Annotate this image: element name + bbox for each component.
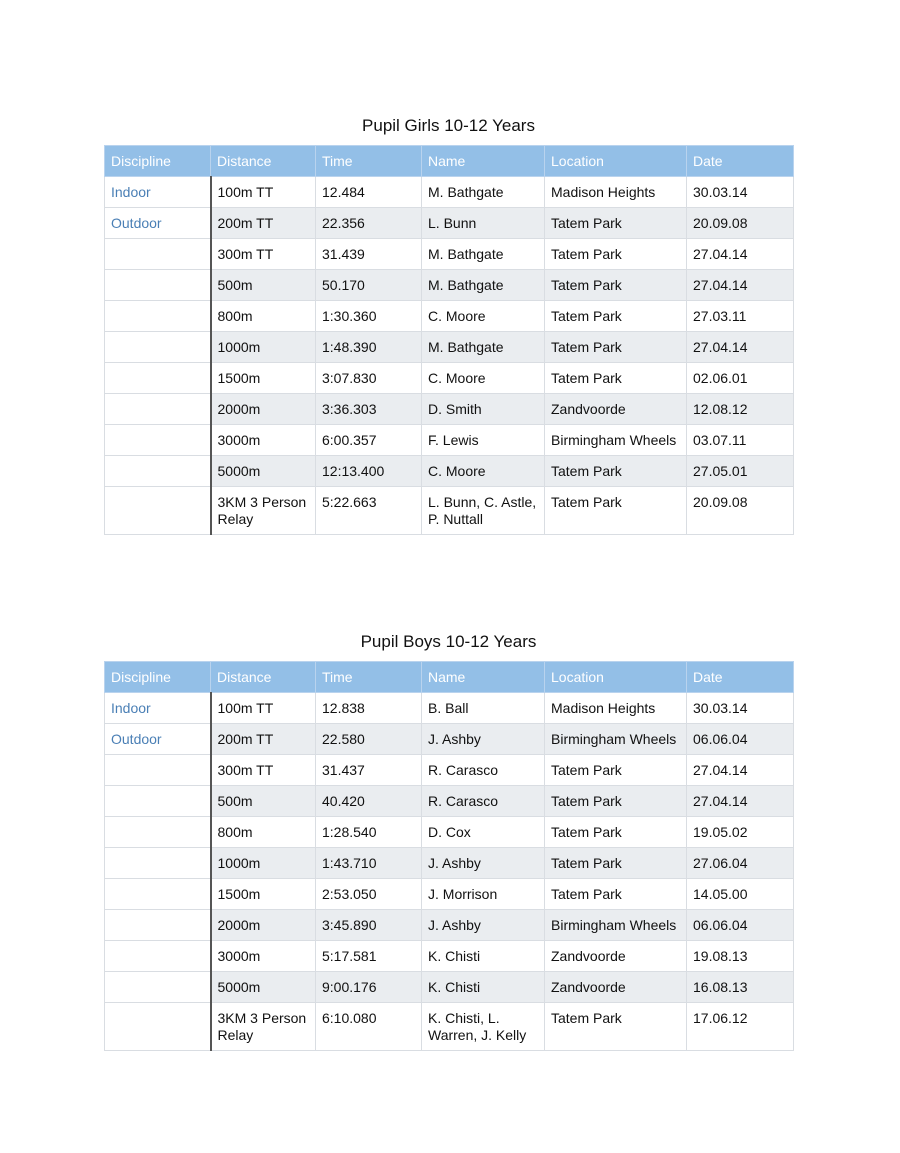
table-row: [105, 972, 794, 1003]
table-row: [105, 270, 794, 301]
table-row: [105, 941, 794, 972]
cell-discipline: [105, 239, 211, 270]
cell-time: 22.356: [316, 208, 422, 239]
cell-date: 20.09.08: [687, 208, 794, 239]
cell-time: 40.420: [316, 786, 422, 817]
cell-discipline: Outdoor: [105, 208, 211, 239]
cell-location: Tatem Park: [545, 879, 687, 910]
table-row: [105, 848, 794, 879]
cell-date: 06.06.04: [687, 724, 794, 755]
cell-date: 27.04.14: [687, 270, 794, 301]
cell-time: 1:48.390: [316, 332, 422, 363]
cell-location: Zandvoorde: [545, 972, 687, 1003]
cell-discipline: Indoor: [105, 177, 211, 208]
table-row: [105, 425, 794, 456]
cell-date: 17.06.12: [687, 1003, 794, 1051]
cell-discipline: [105, 848, 211, 879]
cell-discipline: Indoor: [105, 693, 211, 724]
cell-name: K. Chisti, L. Warren, J. Kelly: [422, 1003, 545, 1051]
header-location: Location: [545, 146, 687, 177]
cell-location: Tatem Park: [545, 487, 687, 535]
cell-name: F. Lewis: [422, 425, 545, 456]
cell-date: 27.04.14: [687, 239, 794, 270]
table-row: [105, 487, 794, 535]
cell-time: 31.437: [316, 755, 422, 786]
cell-name: B. Ball: [422, 693, 545, 724]
cell-name: C. Moore: [422, 363, 545, 394]
table-title: Pupil Girls 10-12 Years: [362, 116, 535, 135]
cell-location: Zandvoorde: [545, 941, 687, 972]
cell-time: 3:36.303: [316, 394, 422, 425]
table-row: [105, 456, 794, 487]
cell-time: 6:00.357: [316, 425, 422, 456]
cell-location: Tatem Park: [545, 848, 687, 879]
cell-time: 12.838: [316, 693, 422, 724]
cell-location: Madison Heights: [545, 693, 687, 724]
cell-distance: 100m TT: [211, 693, 316, 724]
cell-name: L. Bunn: [422, 208, 545, 239]
cell-location: Birmingham Wheels: [545, 910, 687, 941]
cell-distance: 800m: [211, 817, 316, 848]
cell-name: R. Carasco: [422, 786, 545, 817]
cell-distance: 2000m: [211, 394, 316, 425]
cell-date: 27.05.01: [687, 456, 794, 487]
cell-distance: 100m TT: [211, 177, 316, 208]
cell-time: 6:10.080: [316, 1003, 422, 1051]
cell-distance: 1500m: [211, 879, 316, 910]
cell-name: D. Smith: [422, 394, 545, 425]
header-row: [105, 662, 794, 693]
cell-date: 27.03.11: [687, 301, 794, 332]
cell-distance: 500m: [211, 270, 316, 301]
cell-distance: 1000m: [211, 332, 316, 363]
cell-date: 02.06.01: [687, 363, 794, 394]
cell-name: M. Bathgate: [422, 270, 545, 301]
table-row: [105, 394, 794, 425]
table-row: [105, 301, 794, 332]
cell-time: 31.439: [316, 239, 422, 270]
cell-distance: 1000m: [211, 848, 316, 879]
cell-discipline: [105, 879, 211, 910]
header-location: Location: [545, 662, 687, 693]
cell-date: 30.03.14: [687, 177, 794, 208]
header-distance: Distance: [211, 662, 316, 693]
cell-date: 27.04.14: [687, 332, 794, 363]
cell-location: Tatem Park: [545, 301, 687, 332]
cell-date: 30.03.14: [687, 693, 794, 724]
cell-date: 19.08.13: [687, 941, 794, 972]
cell-date: 16.08.13: [687, 972, 794, 1003]
cell-discipline: [105, 394, 211, 425]
cell-distance: 3000m: [211, 425, 316, 456]
cell-name: C. Moore: [422, 301, 545, 332]
header-date: Date: [687, 662, 794, 693]
cell-distance: 2000m: [211, 910, 316, 941]
cell-name: M. Bathgate: [422, 239, 545, 270]
table-row: [105, 879, 794, 910]
cell-discipline: [105, 817, 211, 848]
cell-time: 12.484: [316, 177, 422, 208]
table-row: [105, 724, 794, 755]
cell-distance: 5000m: [211, 972, 316, 1003]
cell-discipline: [105, 301, 211, 332]
cell-date: 27.04.14: [687, 786, 794, 817]
header-discipline: Discipline: [105, 662, 211, 693]
header-date: Date: [687, 146, 794, 177]
cell-name: M. Bathgate: [422, 332, 545, 363]
cell-name: J. Ashby: [422, 910, 545, 941]
cell-name: K. Chisti: [422, 941, 545, 972]
header-row: [105, 146, 794, 177]
cell-time: 12:13.400: [316, 456, 422, 487]
cell-distance: 3000m: [211, 941, 316, 972]
cell-discipline: [105, 332, 211, 363]
table-row: [105, 1003, 794, 1051]
cell-discipline: [105, 487, 211, 535]
cell-discipline: [105, 425, 211, 456]
cell-time: 5:22.663: [316, 487, 422, 535]
cell-location: Tatem Park: [545, 208, 687, 239]
cell-name: J. Ashby: [422, 724, 545, 755]
cell-location: Tatem Park: [545, 456, 687, 487]
cell-discipline: [105, 1003, 211, 1051]
cell-location: Birmingham Wheels: [545, 425, 687, 456]
table-row: [105, 755, 794, 786]
cell-date: 12.08.12: [687, 394, 794, 425]
cell-time: 1:43.710: [316, 848, 422, 879]
cell-distance: 200m TT: [211, 724, 316, 755]
cell-location: Tatem Park: [545, 332, 687, 363]
cell-time: 9:00.176: [316, 972, 422, 1003]
cell-date: 03.07.11: [687, 425, 794, 456]
cell-time: 22.580: [316, 724, 422, 755]
cell-location: Tatem Park: [545, 1003, 687, 1051]
cell-location: Tatem Park: [545, 817, 687, 848]
cell-discipline: [105, 786, 211, 817]
cell-location: Zandvoorde: [545, 394, 687, 425]
cell-distance: 500m: [211, 786, 316, 817]
cell-date: 14.05.00: [687, 879, 794, 910]
cell-distance: 300m TT: [211, 239, 316, 270]
cell-location: Madison Heights: [545, 177, 687, 208]
cell-location: Tatem Park: [545, 363, 687, 394]
records-table-girls: [104, 145, 794, 535]
cell-time: 5:17.581: [316, 941, 422, 972]
cell-name: J. Morrison: [422, 879, 545, 910]
table-row: [105, 817, 794, 848]
cell-time: 1:30.360: [316, 301, 422, 332]
cell-distance: 3KM 3 Person Relay: [211, 1003, 316, 1051]
girls-records-section: [104, 112, 793, 535]
cell-name: M. Bathgate: [422, 177, 545, 208]
cell-distance: 1500m: [211, 363, 316, 394]
cell-distance: 800m: [211, 301, 316, 332]
header-time: Time: [316, 662, 422, 693]
header-name: Name: [422, 662, 545, 693]
cell-discipline: Outdoor: [105, 724, 211, 755]
cell-time: 3:45.890: [316, 910, 422, 941]
cell-location: Tatem Park: [545, 786, 687, 817]
table-row: [105, 693, 794, 724]
table-row: [105, 177, 794, 208]
table-row: [105, 363, 794, 394]
cell-distance: 300m TT: [211, 755, 316, 786]
boys-records-section: [104, 628, 793, 1051]
cell-date: 19.05.02: [687, 817, 794, 848]
cell-date: 06.06.04: [687, 910, 794, 941]
cell-discipline: [105, 941, 211, 972]
header-time: Time: [316, 146, 422, 177]
cell-discipline: [105, 456, 211, 487]
cell-discipline: [105, 363, 211, 394]
cell-discipline: [105, 972, 211, 1003]
table-row: [105, 239, 794, 270]
header-discipline: Discipline: [105, 146, 211, 177]
cell-location: Tatem Park: [545, 270, 687, 301]
cell-name: L. Bunn, C. Astle, P. Nuttall: [422, 487, 545, 535]
header-name: Name: [422, 146, 545, 177]
cell-date: 20.09.08: [687, 487, 794, 535]
table-title: Pupil Boys 10-12 Years: [360, 632, 537, 651]
cell-time: 50.170: [316, 270, 422, 301]
cell-name: K. Chisti: [422, 972, 545, 1003]
cell-time: 1:28.540: [316, 817, 422, 848]
cell-name: J. Ashby: [422, 848, 545, 879]
cell-location: Birmingham Wheels: [545, 724, 687, 755]
header-distance: Distance: [211, 146, 316, 177]
cell-time: 2:53.050: [316, 879, 422, 910]
cell-distance: 200m TT: [211, 208, 316, 239]
cell-location: Tatem Park: [545, 755, 687, 786]
cell-name: C. Moore: [422, 456, 545, 487]
table-row: [105, 208, 794, 239]
cell-discipline: [105, 910, 211, 941]
table-row: [105, 332, 794, 363]
cell-discipline: [105, 755, 211, 786]
cell-location: Tatem Park: [545, 239, 687, 270]
cell-distance: 3KM 3 Person Relay: [211, 487, 316, 535]
cell-name: D. Cox: [422, 817, 545, 848]
cell-discipline: [105, 270, 211, 301]
table-row: [105, 910, 794, 941]
cell-distance: 5000m: [211, 456, 316, 487]
cell-date: 27.06.04: [687, 848, 794, 879]
table-row: [105, 786, 794, 817]
records-table-boys: [104, 661, 794, 1051]
cell-date: 27.04.14: [687, 755, 794, 786]
cell-name: R. Carasco: [422, 755, 545, 786]
cell-time: 3:07.830: [316, 363, 422, 394]
